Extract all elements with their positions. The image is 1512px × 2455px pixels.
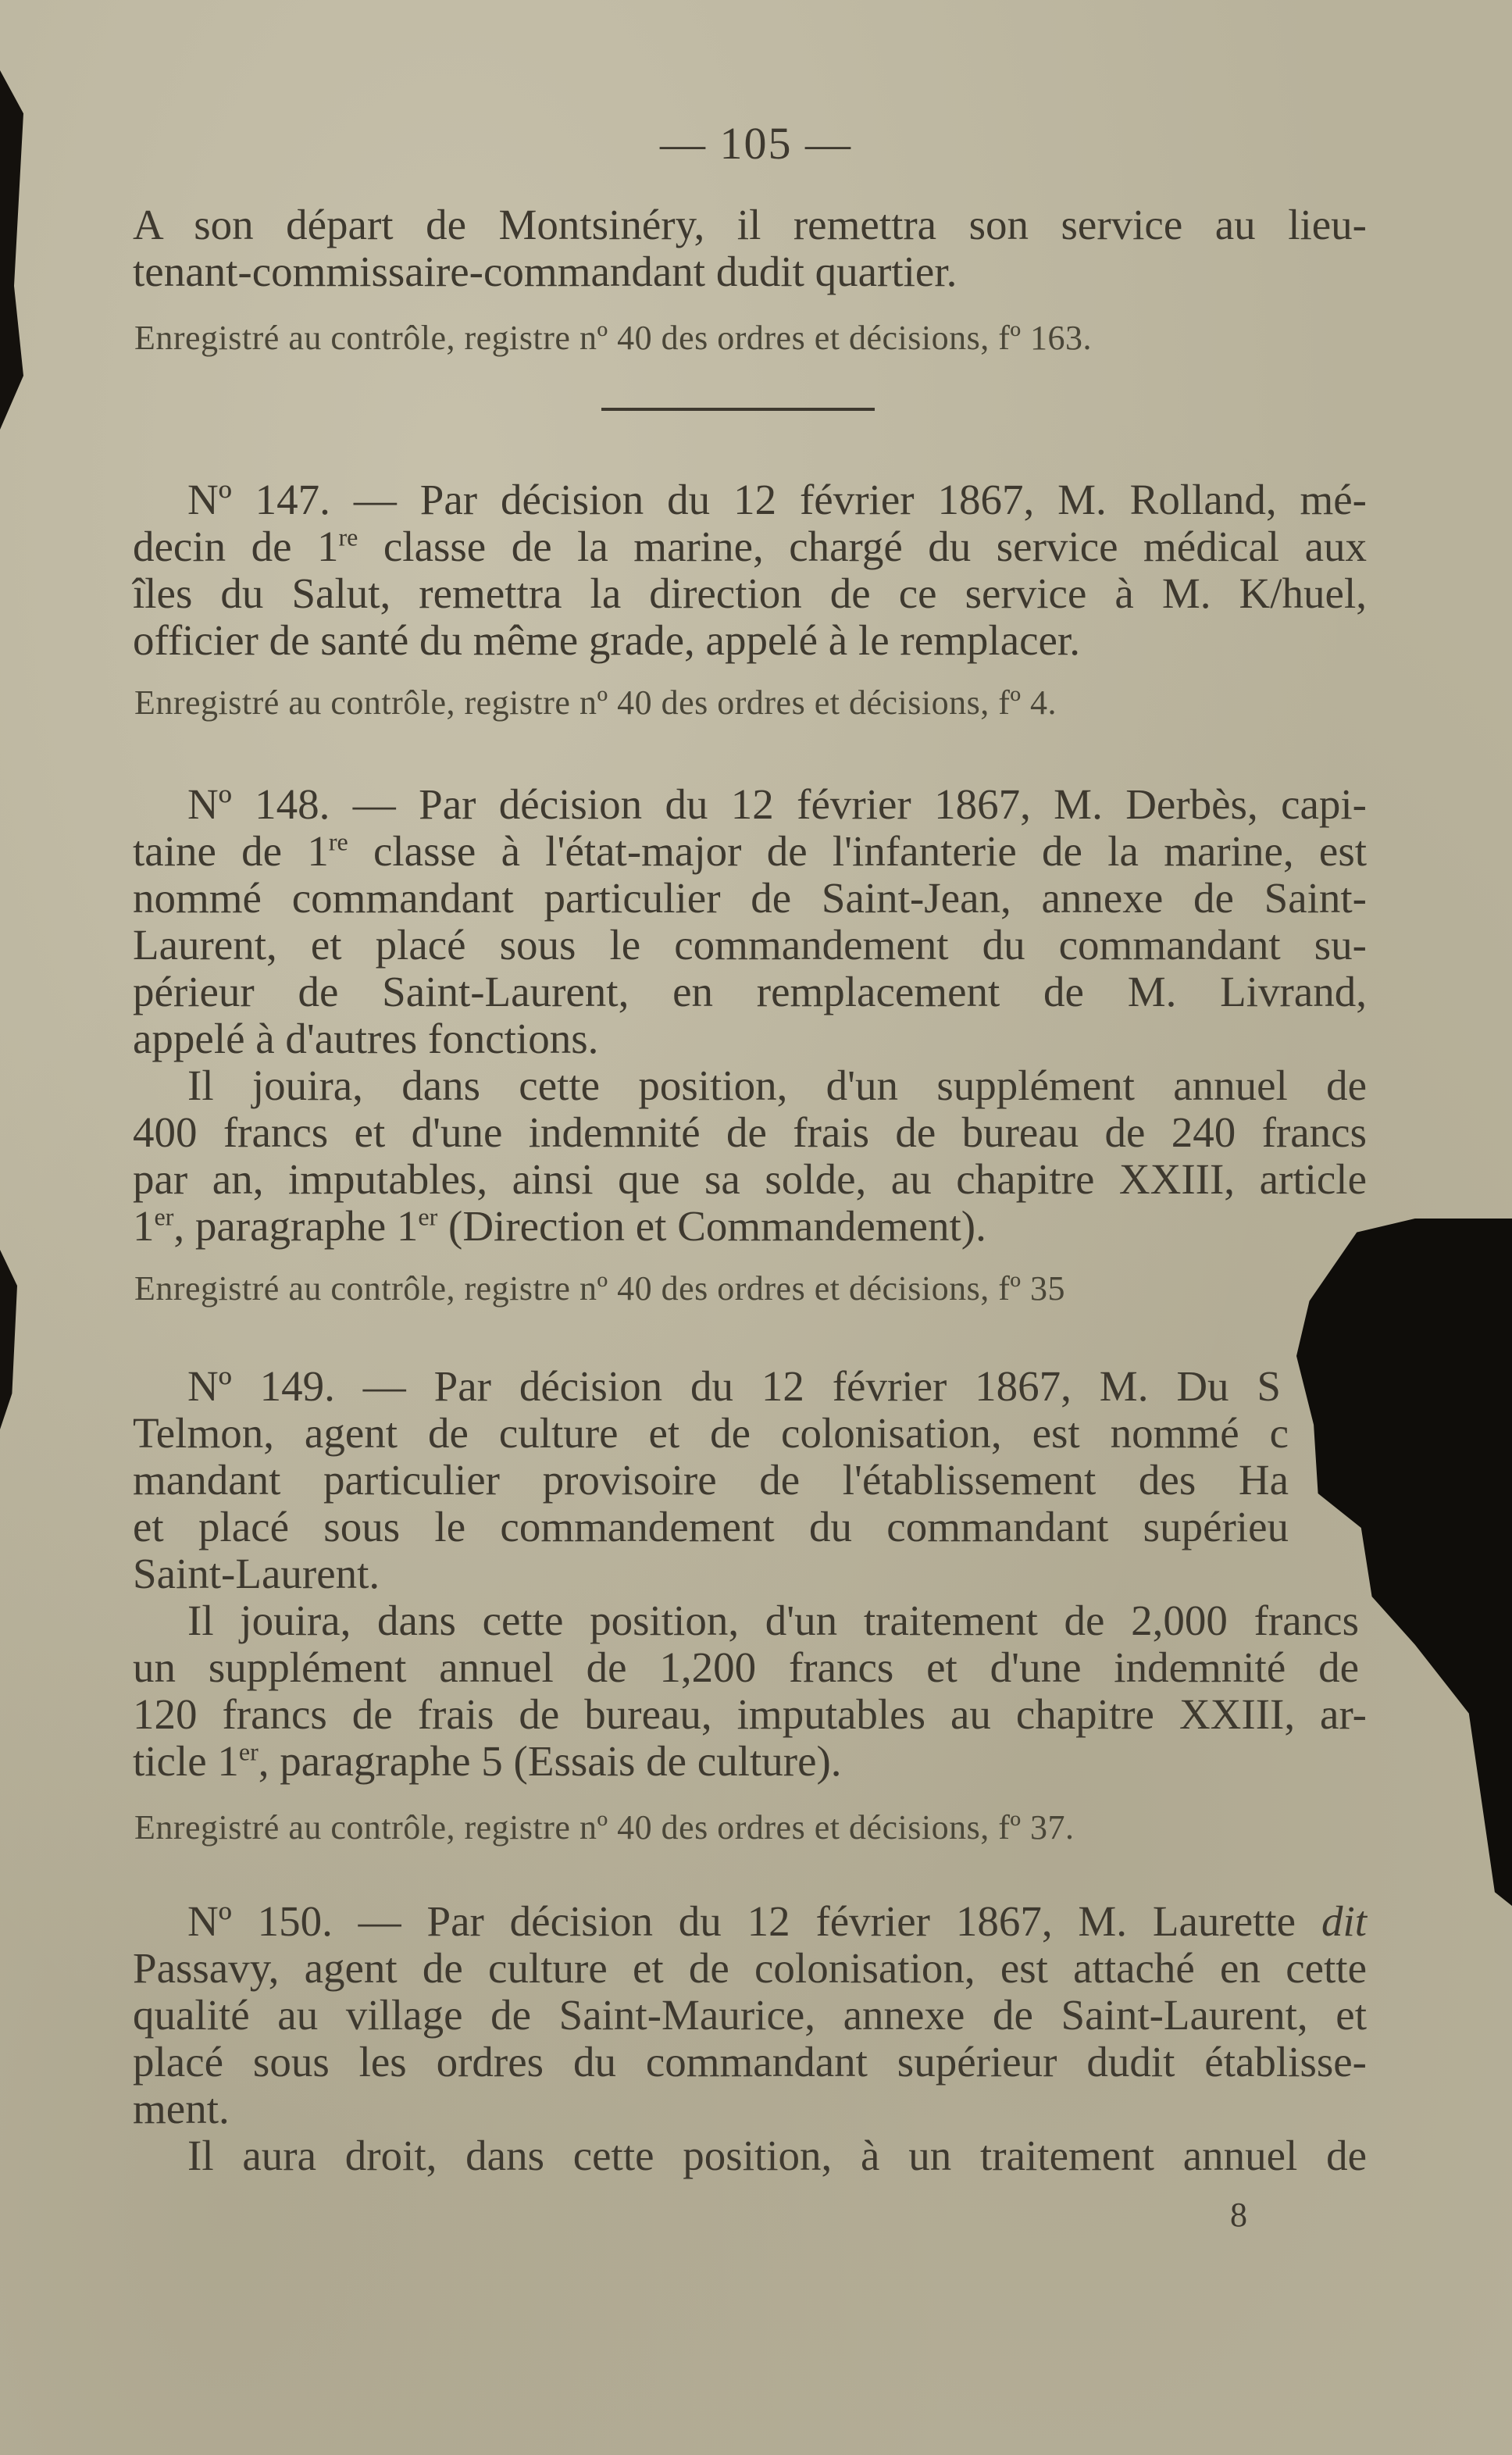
text-line: Nº 148. — Par décision du 12 février 1867, M. Derbès, capi- <box>187 780 1367 828</box>
text-line: decin de 1re classe de la marine, chargé du service médical aux <box>133 523 1367 570</box>
text-line: Nº 150. — Par décision du 12 février 1867, M. Laurette dit <box>187 1897 1367 1945</box>
left-edge-stain-bottom <box>0 1250 17 1429</box>
text-line: un supplément annuel de 1,200 francs et d'une indemnité de <box>133 1643 1359 1691</box>
registration-note: Enregistré au contrôle, registre nº 40 des ordres et décisions, fº 37. <box>134 1808 1075 1847</box>
text-line: mandant particulier provisoire de l'établissement des Ha <box>133 1456 1289 1504</box>
text-line: placé sous les ordres du commandant supérieur dudit établisse- <box>133 2038 1367 2086</box>
text-line: nommé commandant particulier de Saint-Jean, annexe de Saint- <box>133 874 1367 922</box>
text-line: et placé sous le commandement du commandant supérieu <box>133 1503 1289 1550</box>
registration-note: Enregistré au contrôle, registre nº 40 des ordres et décisions, fº 163. <box>134 319 1092 357</box>
text-line: 120 francs de frais de bureau, imputables au chapitre XXIII, ar- <box>133 1690 1367 1738</box>
text-line: par an, imputables, ainsi que sa solde, au chapitre XXIII, article <box>133 1155 1367 1203</box>
text-line: officier de santé du même grade, appelé à le remplacer. <box>133 616 1080 664</box>
page-number: — 105 — <box>660 118 852 169</box>
separator-rule <box>601 408 875 411</box>
text-line: ment. <box>133 2085 230 2132</box>
text-line: 1er, paragraphe 1er (Direction et Commandement). <box>133 1202 986 1250</box>
text-line: Il jouira, dans cette position, d'un supplément annuel de <box>187 1062 1367 1109</box>
text-line: A son départ de Montsinéry, il remettra son service au lieu- <box>133 201 1367 248</box>
text-line: tenant-commissaire-commandant dudit quartier. <box>133 248 957 295</box>
registration-note: Enregistré au contrôle, registre nº 40 des ordres et décisions, fº 4. <box>134 683 1057 722</box>
registration-note: Enregistré au contrôle, registre nº 40 des ordres et décisions, fº 35 <box>134 1269 1065 1308</box>
text-line: Nº 147. — Par décision du 12 février 1867, M. Rolland, mé- <box>187 476 1367 523</box>
text-line: îles du Salut, remettra la direction de ce service à M. K/huel, <box>133 569 1367 617</box>
text-line: Telmon, agent de culture et de colonisation, est nommé c <box>133 1409 1289 1457</box>
text-line: 400 francs et d'une indemnité de frais de bureau de 240 francs <box>133 1108 1367 1156</box>
text-line: ticle 1er, paragraphe 5 (Essais de culture). <box>133 1737 842 1785</box>
text-line: appelé à d'autres fonctions. <box>133 1015 599 1062</box>
text-line: Il jouira, dans cette position, d'un traitement de 2,000 francs <box>187 1597 1359 1644</box>
signature-mark: 8 <box>1230 2196 1247 2234</box>
text-line: Saint-Laurent. <box>133 1550 380 1597</box>
text-line: Laurent, et placé sous le commandement du commandant su- <box>133 921 1367 969</box>
text-line: Passavy, agent de culture et de colonisation, est attaché en cette <box>133 1944 1367 1992</box>
text-line: périeur de Saint-Laurent, en remplacement de M. Livrand, <box>133 968 1367 1015</box>
text-line: taine de 1re classe à l'état-major de l'infanterie de la marine, est <box>133 827 1368 875</box>
text-line: Il aura droit, dans cette position, à un traitement annuel de <box>187 2132 1367 2179</box>
text-line: Nº 149. — Par décision du 12 février 1867, M. Du S <box>187 1362 1281 1410</box>
text-line: qualité au village de Saint-Maurice, annexe de Saint-Laurent, et <box>133 1991 1367 2039</box>
